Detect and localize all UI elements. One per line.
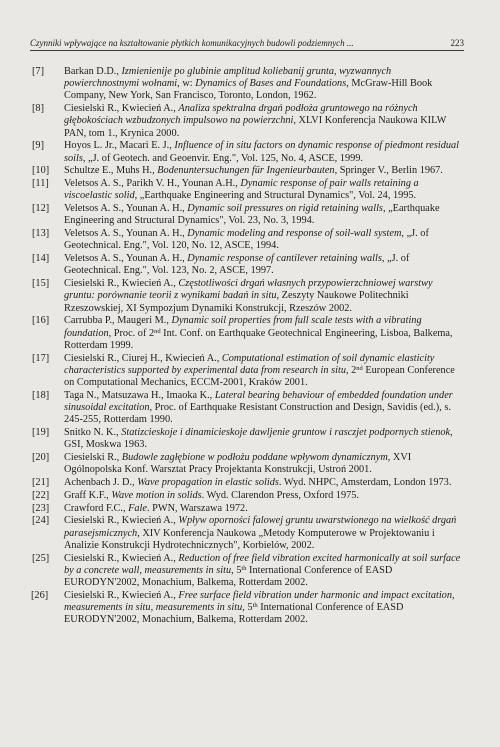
reference-number: [12] — [32, 203, 50, 215]
reference-text — [64, 253, 464, 277]
reference-title: Wave propagation in elastic solids — [137, 477, 279, 489]
reference-number: [15] — [32, 278, 50, 290]
reference-title: Dynamic response of cantilever retaining walls — [187, 253, 382, 265]
reference-segment: , McGraw-Hill Book Company, New York, San Francisco, Toronto, London, 1962. — [64, 78, 433, 102]
reference-segment: Ciesielski R., Kwiecień A., — [64, 552, 179, 564]
reference-text — [64, 66, 464, 103]
reference-segment: Graff K.F., — [64, 489, 112, 501]
reference-title: Reduction of free field vibration excited harmonically at soil surface by a concrete wall, measurements in situ — [64, 552, 461, 576]
reference-title: Dynamic soil pressures on rigid retaining walls — [187, 203, 383, 215]
reference-segment: . Wyd. NHPC, Amsterdam, London 1973. — [278, 477, 452, 489]
reference-item — [30, 140, 464, 164]
reference-item — [30, 452, 464, 476]
reference-text — [64, 165, 464, 177]
reference-text — [64, 390, 464, 427]
reference-item — [30, 165, 464, 177]
superscript: th — [241, 564, 247, 572]
reference-segment: , XIV Konferencja Naukowa „Metody Komputerowe w Projektowaniu i Analizie Konstrukcji Hydrotechnicznych", Korbielów, 2002. — [64, 527, 435, 551]
reference-segment: Barkan D.D., — [64, 66, 122, 77]
reference-item — [30, 278, 464, 315]
reference-segment: , „Earthquake Engineering and Structural Dynamics", Vol. 24, 1995. — [134, 190, 417, 202]
reference-text — [64, 477, 464, 489]
reference-title: Influence of in situ factors on dynamic response of piedmont residual soils — [64, 140, 460, 164]
reference-segment: , w: — [177, 78, 196, 90]
running-header — [30, 38, 464, 51]
reference-number: [14] — [32, 253, 50, 265]
reference-number: [25] — [32, 552, 50, 564]
reference-text — [64, 353, 464, 390]
reference-segment: International Conference of EASD EURODYN'2002, Monachium, Balkema, Rotterdam 2002. — [64, 564, 393, 589]
reference-segment: , Proc. of 2 — [108, 327, 155, 339]
reference-title: Free surface field vibration under harmonic and impact excitation, measurements in situ, measurements in situ — [64, 589, 455, 614]
reference-item — [30, 178, 464, 202]
reference-segment: Ciesielski R., Kwiecień A., — [64, 103, 179, 115]
reference-number: [18] — [32, 389, 50, 401]
reference-text — [64, 490, 464, 502]
reference-text — [64, 203, 464, 227]
reference-number: [22] — [32, 489, 50, 501]
reference-segment: , „J. of Geotech. and Geoenvir. Eng.", Vol. 125, No. 4, ASCE, 1999. — [82, 152, 363, 164]
reference-title: Statizcieskoje i dinamicieskoje dawljenie gruntow i rasczjet podpornych stienok — [121, 427, 451, 439]
reference-segment: Ciesielski R., Kwiecień A., — [64, 278, 179, 290]
reference-item — [30, 427, 464, 451]
reference-item — [30, 503, 464, 515]
reference-text — [64, 503, 464, 515]
reference-segment: , XLVI Konferencja Naukowa KILW PAN, tom 1., Krynica 2000. — [64, 115, 447, 139]
reference-segment: , 2 — [345, 364, 357, 376]
reference-title: Computational estimation of soil dynamic elasticity characteristics supported by experimental data from research in situ — [64, 352, 435, 376]
reference-segment: Taga N., Matsuzawa H., Imaoka K., — [64, 389, 215, 401]
reference-title: Dynamic response of pair walls retaining a viscoelastic solid — [64, 178, 419, 202]
running-title: Czynniki wpływające na kształtowanie płytkich komunikacyjnych budowli podziemnych ... — [30, 38, 354, 48]
reference-text — [64, 228, 464, 252]
reference-text — [64, 315, 464, 352]
reference-item — [30, 103, 464, 140]
reference-segment: Carrubba P., Maugeri M., — [64, 315, 172, 327]
reference-segment: , Springer V., Berlin 1967. — [334, 165, 443, 177]
reference-item — [30, 490, 464, 502]
reference-segment: Ciesielski R., Kwiecień A., — [64, 589, 179, 601]
reference-segment: Veletsos A. S., Younan A. H., — [64, 253, 188, 265]
reference-item — [30, 553, 464, 590]
reference-title: Analiza spektralna drgań podłoża gruntowego na różnych głębokościach wzbudzonych impulsowo na powierzchni — [64, 103, 418, 127]
reference-number: [19] — [32, 427, 50, 439]
reference-segment: , „Earthquake Engineering and Structural Dynamics", Vol. 23, No. 3, 1994. — [64, 203, 440, 227]
reference-segment: , „J. of Geotechnical. Eng.", Vol. 123, No. 2, ASCE, 1997. — [64, 253, 410, 277]
reference-text — [64, 515, 464, 552]
reference-text — [64, 140, 464, 164]
reference-number: [10] — [32, 165, 50, 177]
reference-number: [23] — [32, 502, 50, 514]
reference-text — [64, 278, 464, 315]
reference-number: [20] — [32, 452, 50, 464]
reference-segment: Ciesielski R., Ciurej H., Kwiecień A., — [64, 352, 222, 364]
reference-title: Dynamic soil properties from full scale tests with a vibrating foundation — [64, 315, 422, 339]
reference-number: [16] — [32, 315, 50, 327]
reference-segment: Schultze E., Muhs H., — [64, 165, 158, 177]
reference-segment: International Conference of EASD EURODYN'2002, Monachium, Balkema, Rotterdam 2002. — [64, 602, 404, 626]
reference-title: Wave motion in solids — [111, 489, 202, 501]
reference-item — [30, 66, 464, 103]
reference-number: [8] — [32, 103, 45, 115]
reference-text — [64, 590, 464, 627]
reference-item — [30, 477, 464, 489]
page-number: 223 — [450, 38, 464, 48]
reference-segment: Hoyos L. Jr., Macari E. J., — [64, 140, 175, 152]
reference-title: Izmienienije po glubinie amplitud koliebanij grunta, wyzwannych powierchnostnymi wołnami — [64, 66, 392, 90]
reference-item — [30, 253, 464, 277]
reference-segment: . PWN, Warszawa 1972. — [146, 502, 248, 514]
reference-item — [30, 315, 464, 352]
reference-segment: , 5 — [242, 602, 253, 614]
reference-text — [64, 103, 464, 140]
reference-item — [30, 353, 464, 390]
reference-text — [64, 452, 464, 476]
reference-number: [11] — [32, 178, 49, 190]
reference-segment: Veletsos A. S., Parikh V. H., Younan A.H., — [64, 178, 241, 190]
reference-segment: Achenbach J. D., — [64, 477, 138, 489]
reference-title: Bodenuntersuchungen für Ingenieurbauten — [157, 165, 335, 177]
reference-item — [30, 390, 464, 427]
superscript: nd — [154, 327, 161, 335]
reference-item — [30, 203, 464, 227]
reference-segment: Veletsos A. S., Younan A. H., — [64, 203, 188, 215]
reference-segment: Crawford F.C., — [64, 502, 129, 514]
reference-segment: , Proc. of Earthquake Resistant Construction and Design, Savidis (ed.), s. 245-255, Rotterdam 1990. — [64, 402, 451, 426]
reference-text — [64, 427, 464, 451]
reference-number: [9] — [32, 140, 45, 152]
reference-segment: , GSI, Moskwa 1963. — [64, 427, 453, 451]
reference-number: [24] — [32, 515, 50, 527]
reference-number: [7] — [32, 66, 45, 77]
reference-segment: Ciesielski R., Kwiecień A., — [64, 515, 179, 527]
reference-item — [30, 228, 464, 252]
reference-item — [30, 515, 464, 552]
reference-segment: , „J. of Geotechnical. Eng.", Vol. 120, No. 12, ASCE, 1994. — [64, 228, 429, 252]
reference-segment: Int. Conf. on Earthquake Geotechnical Engineering, Lisboa, Balkema, Rotterdam 1999. — [64, 327, 453, 351]
reference-segment: , Zeszyty Naukowe Politechniki Rzeszowskiej, XI Sympozjum Dynamiki Konstrukcji, Rzeszów 2002. — [64, 290, 409, 314]
reference-segment: . Wyd. Clarendon Press, Oxford 1975. — [201, 489, 359, 501]
reference-title: Budowle zagłębione w podłożu poddane wpływom dynamicznym — [121, 452, 388, 464]
reference-title: Częstotliwości drgań własnych przypowierzchniowej warstwy gruntu: porównanie teorii z wynikami badań in situ — [64, 278, 433, 302]
reference-title: Fale — [128, 502, 147, 514]
reference-title: Dynamic modeling and response of soil-wall system — [187, 228, 402, 240]
reference-number: [17] — [32, 352, 50, 364]
reference-number: [13] — [32, 228, 50, 240]
reference-number: [26] — [31, 589, 49, 601]
reference-segment: Ciesielski R., — [64, 452, 122, 464]
superscript: nd — [356, 364, 363, 372]
reference-item — [30, 590, 464, 627]
reference-segment: , XVI Ogólnopolska Konf. Warsztat Pracy Projektanta Konstrukcji, Ustroń 2001. — [64, 452, 412, 476]
reference-title: Dynamics of Bases and Foundations — [195, 78, 347, 90]
reference-segment: Veletsos A. S., Younan A. H., — [64, 228, 188, 240]
superscript: th — [252, 602, 258, 610]
reference-segment: Snitko N. K., — [64, 427, 122, 439]
reference-title: Lateral bearing behaviour of embedded foundation under sinusoidal excitation — [64, 389, 453, 414]
reference-segment: , 5 — [231, 564, 242, 576]
reference-title: Wpływ oporności falowej gruntu uwarstwionego na wielkość drgań parasejsmicznych — [64, 515, 457, 539]
reference-segment: European Conference on Computational Mechanics, ECCM-2001, Kraków 2001. — [64, 364, 455, 389]
reference-list — [30, 66, 464, 627]
reference-number: [21] — [32, 477, 50, 489]
reference-text — [64, 553, 464, 590]
reference-text — [64, 178, 464, 202]
